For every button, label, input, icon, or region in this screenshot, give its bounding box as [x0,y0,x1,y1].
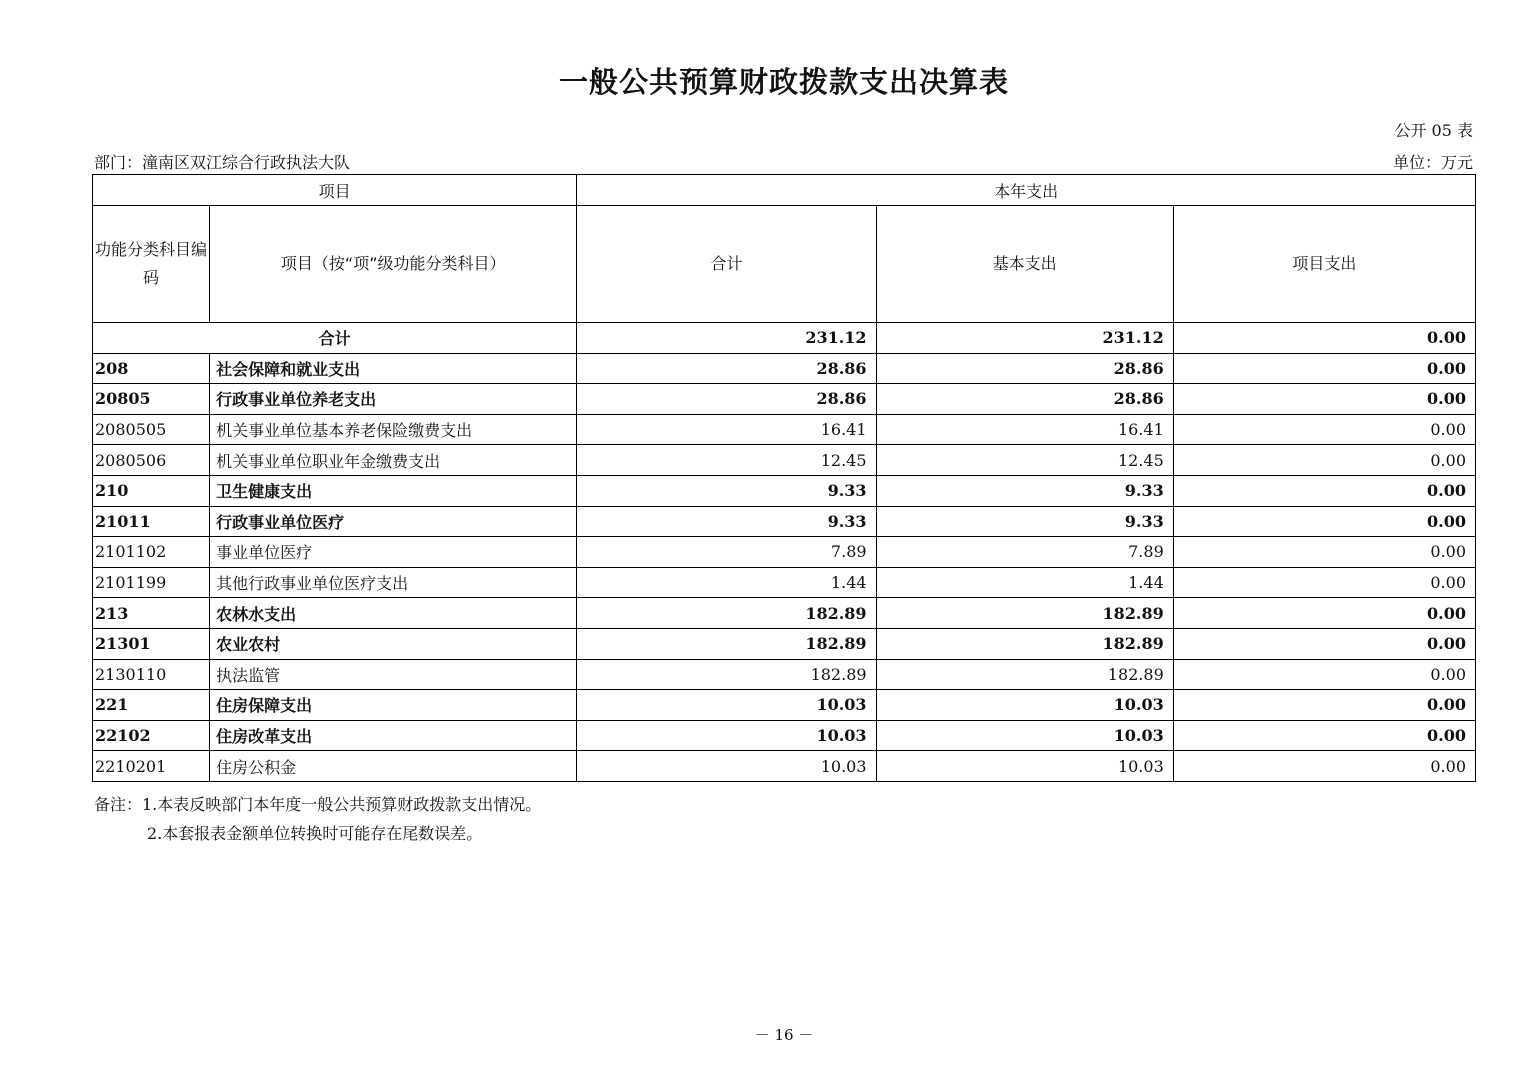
notes [94,790,541,848]
name-cell: 农业农村 [210,628,577,659]
basic-cell: 10.03 [876,751,1173,782]
basic-cell: 182.89 [876,598,1173,629]
name-cell: 住房改革支出 [210,720,577,751]
total-cell: 9.33 [577,506,876,537]
note-line-1: 备注：1.本表反映部门本年度一般公共预算财政拨款支出情况。 [94,795,542,814]
table-row [93,567,1476,598]
basic-cell: 10.03 [876,690,1173,721]
total-project: 0.00 [1173,323,1475,354]
page-number: － 16 － [754,1026,814,1044]
header-name: 项目（按“项”级功能分类科目） [210,206,577,323]
name-cell: 农林水支出 [210,598,577,629]
total-cell: 10.03 [577,690,876,721]
total-cell: 182.89 [577,598,876,629]
code-cell: 21301 [93,628,210,659]
total-cell: 7.89 [577,537,876,568]
table-row [93,384,1476,415]
header-row-top [93,175,1476,206]
table-row [93,506,1476,537]
table-row [93,628,1476,659]
table-row [93,475,1476,506]
table-row [93,751,1476,782]
table-row [93,445,1476,476]
name-cell: 其他行政事业单位医疗支出 [210,567,577,598]
total-cell: 9.33 [577,475,876,506]
unit-label: 单位：万元 [1392,153,1473,172]
basic-cell: 10.03 [876,720,1173,751]
form-number: 公开 05 表 [1394,121,1473,140]
total-label: 合计 [93,323,577,354]
project-cell: 0.00 [1173,659,1475,690]
code-cell: 221 [93,690,210,721]
code-cell: 208 [93,353,210,384]
basic-cell: 28.86 [876,384,1173,415]
code-cell: 2101199 [93,567,210,598]
name-cell: 行政事业单位养老支出 [210,384,577,415]
project-cell: 0.00 [1173,506,1475,537]
code-cell: 2080505 [93,414,210,445]
basic-cell: 9.33 [876,506,1173,537]
basic-cell: 182.89 [876,659,1173,690]
project-cell: 0.00 [1173,445,1475,476]
table-row [93,720,1476,751]
total-row [93,323,1476,354]
project-cell: 0.00 [1173,751,1475,782]
total-cell: 12.45 [577,445,876,476]
name-cell: 机关事业单位职业年金缴费支出 [210,445,577,476]
header-item: 项目 [93,175,577,206]
name-cell: 执法监管 [210,659,577,690]
header-project: 项目支出 [1173,206,1475,323]
code-cell: 20805 [93,384,210,415]
project-cell: 0.00 [1173,384,1475,415]
code-cell: 22102 [93,720,210,751]
total-cell: 28.86 [577,384,876,415]
name-cell: 卫生健康支出 [210,475,577,506]
header-current-year: 本年支出 [577,175,1476,206]
name-cell: 住房保障支出 [210,690,577,721]
basic-cell: 16.41 [876,414,1173,445]
name-cell: 社会保障和就业支出 [210,353,577,384]
basic-cell: 28.86 [876,353,1173,384]
name-cell: 事业单位医疗 [210,537,577,568]
project-cell: 0.00 [1173,690,1475,721]
table-row [93,690,1476,721]
header-row-columns [93,206,1476,323]
document-title: 一般公共预算财政拨款支出决算表 [558,65,1009,99]
total-cell: 182.89 [577,628,876,659]
expenditure-table [92,174,1476,782]
basic-cell: 182.89 [876,628,1173,659]
total-cell: 1.44 [577,567,876,598]
code-cell: 21011 [93,506,210,537]
table-row [93,659,1476,690]
code-cell: 210 [93,475,210,506]
header-code: 功能分类科目编码 [93,206,210,323]
code-cell: 2210201 [93,751,210,782]
total-cell: 10.03 [577,720,876,751]
basic-cell: 7.89 [876,537,1173,568]
department-label: 部门：潼南区双江综合行政执法大队 [94,153,351,172]
note-line-2: 2.本套报表金额单位转换时可能存在尾数误差。 [147,824,483,843]
project-cell: 0.00 [1173,353,1475,384]
total-cell: 28.86 [577,353,876,384]
total-cell: 182.89 [577,659,876,690]
table-row [93,353,1476,384]
project-cell: 0.00 [1173,567,1475,598]
total-cell: 16.41 [577,414,876,445]
basic-cell: 12.45 [876,445,1173,476]
project-cell: 0.00 [1173,720,1475,751]
name-cell: 行政事业单位医疗 [210,506,577,537]
project-cell: 0.00 [1173,598,1475,629]
total-basic: 231.12 [876,323,1173,354]
table-row [93,598,1476,629]
total-cell: 10.03 [577,751,876,782]
basic-cell: 9.33 [876,475,1173,506]
code-cell: 2080506 [93,445,210,476]
name-cell: 机关事业单位基本养老保险缴费支出 [210,414,577,445]
project-cell: 0.00 [1173,537,1475,568]
project-cell: 0.00 [1173,475,1475,506]
total-amount: 231.12 [577,323,876,354]
header-basic: 基本支出 [876,206,1173,323]
name-cell: 住房公积金 [210,751,577,782]
code-cell: 2101102 [93,537,210,568]
code-cell: 213 [93,598,210,629]
project-cell: 0.00 [1173,414,1475,445]
header-total: 合计 [577,206,876,323]
project-cell: 0.00 [1173,628,1475,659]
table-row [93,537,1476,568]
basic-cell: 1.44 [876,567,1173,598]
table-row [93,414,1476,445]
code-cell: 2130110 [93,659,210,690]
